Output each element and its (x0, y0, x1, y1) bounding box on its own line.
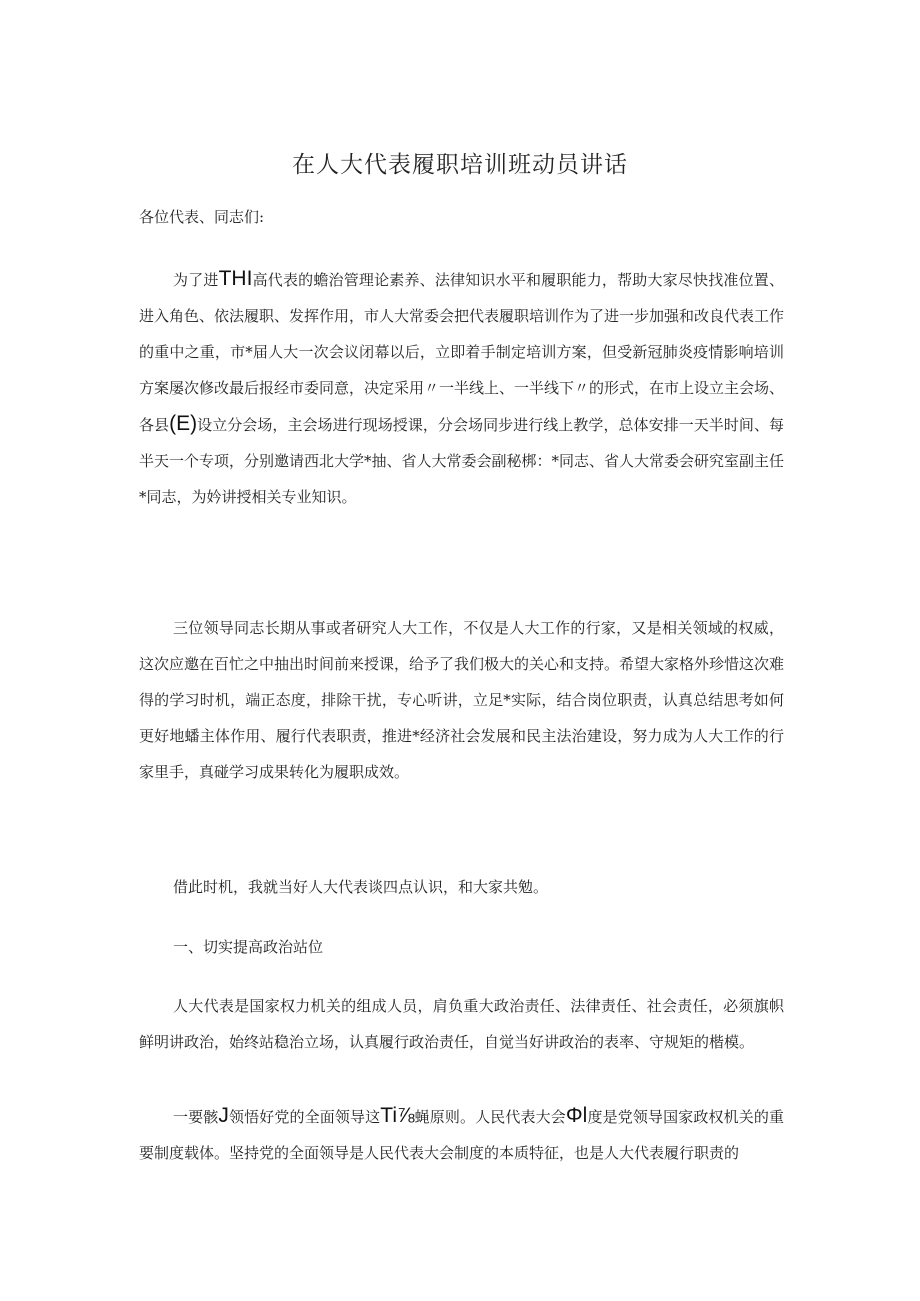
paragraph-1-garbled-b: (E) (169, 412, 198, 435)
paragraph-5-garbled-a: J (218, 1104, 229, 1127)
paragraph-1-text-c: 设立分会场，主会场进行现场授课，分会场同步进行线上教学，总体安排一天半时间、每半天一个专项，分别邀请西北大学*抽、省人大常委会副秘梆：*同志、省人大常委会研究室副主任*同志，为妗讲授相关专业知识。 (139, 416, 785, 506)
salutation: 各位代表、同志们: (139, 208, 265, 226)
paragraph-5-garbled-c: Φl (565, 1104, 588, 1127)
paragraph-5-text-b: 领悟好党的全面领导这 (228, 1108, 381, 1126)
paragraph-3: 借此时机，我就当好人大代表谈四点认识，和大家共勉。 (173, 878, 549, 896)
paragraph-2: 三位领导同志长期从事或者研究人大工作，不仅是人大工作的行家，又是相关领域的权威，这次应邀在百忙之中抽出时间前来授课，给予了我们极大的关心和支持。希望大家格外珍惜这次难得的学习时机，端正态度，排除干扰，专心听讲，立足*实际，结合岗位职责，认真总结思考如何更好地蟠主体作用、履行代表职责，推进*经济社会发展和民主法治建设，努力成为人大工作的行家里手，真碰学习成果转化为履职成效。 (139, 619, 785, 781)
paragraph-5-garbled-b: Ti⅞ (380, 1104, 415, 1127)
paragraph-5-text-c: 蝇原则。人民代表大会 (414, 1108, 566, 1126)
paragraph-1-garbled-a: THI (218, 267, 253, 290)
paragraph-1-text-b: 高代表的蟾治管理论素养、法律知识水平和履职能力，帮助大家尽快找准位置、进入角色、依法履职、发挥作用，市人大常委会把代表履职培训作为了进一步加强和改良代表工作的重中之重，市*届人大一次会议闭幕以后，立即着手制定培训方案，但受新冠肺炎疫情影响培训方案屡次修改最后报经市委同意，决定采用〃一半线上、一半线下〃的形式，在市上设立主会场、各县 (139, 271, 785, 434)
paragraph-1-text-a: 为了进 (173, 271, 219, 289)
paragraph-5-text-a: 一要骸 (173, 1108, 219, 1126)
paragraph-4: 人大代表是国家权力机关的组成人员，肩负重大政治责任、法律责任、社会责任，必须旗帜鲜明讲政治，始终站稳治立场，认真履行政治责任，自觉当好讲政治的表率、守规矩的楷模。 (139, 997, 784, 1051)
document-title: 在人大代表履职培训班动员讲话 (292, 152, 628, 178)
paragraph-5-text-d: 度是党领导国家政权机关的重要制度载体。坚持党的全面领导是人民代表大会制度的本质特征，也是人大代表履行职责的 (139, 1108, 784, 1162)
section-heading-1: 一、切实提高政治站位 (173, 938, 324, 956)
paragraph-5 (139, 1098, 784, 1171)
paragraph-1 (139, 261, 784, 515)
